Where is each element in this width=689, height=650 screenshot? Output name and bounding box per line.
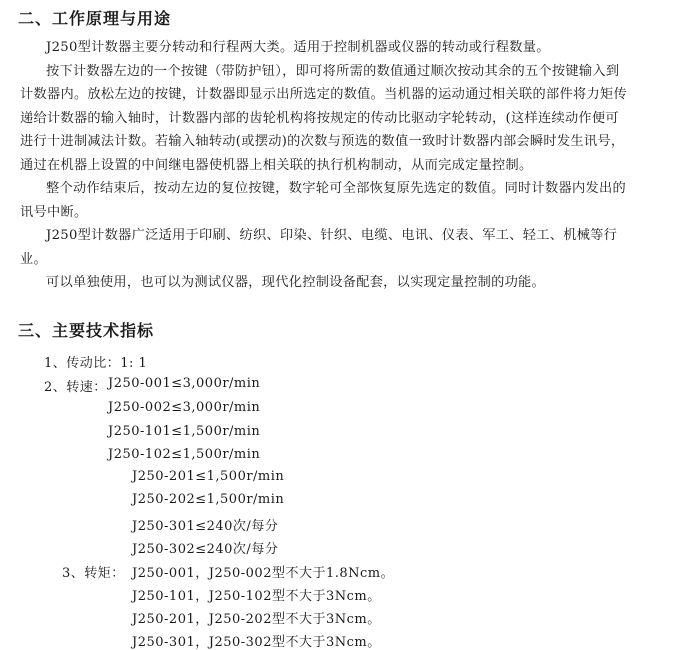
spec-speed-row: J250-302≤240次/每分 [132,542,279,557]
spec-torque-row: J250-301，J250-302型不大于3Ncm。 [132,635,381,650]
spec-speed-row: J250-201≤1,500r/min [132,469,285,484]
paragraph-applications: J250型计数器广泛适用于印刷、纺织、印染、针织、电缆、电讯、仪表、军工、轻工、机械等行业。 [20,228,618,267]
paragraph-intro: J250型计数器主要分转动和行程两大类。适用于控制机器或仪器的转动或行程数量。 [46,40,550,55]
spec-torque-row: J250-001，J250-002型不大于1.8Ncm。 [132,566,395,581]
spec-speed-row: J250-102≤1,500r/min [108,447,261,462]
paragraph-reset: 整个动作结束后，按动左边的复位按键，数字轮可全部恢复原先选定的数值。同时计数器内发出的讯号中断。 [20,181,626,220]
spec-torque-label: 3、转矩： [62,566,125,581]
spec-speed-row: J250-002≤3,000r/min [108,400,261,415]
section-3-heading: 三、主要技术指标 [18,321,155,340]
spec-speed-row: J250-202≤1,500r/min [132,492,285,507]
paragraph-operation: 按下计数器左边的一个按键（带防护钮），即可将所需的数值通过顺次按动其余的五个按键输入到计数器内。放松左边的按键，计数器即显示出所选定的数值。当机器的运动通过相关联的部件将力矩传递给计数器的输入轴时，计数器内部的齿轮机构将按规定的传动比驱动字轮转动，(这样连续动作便可进行十进制减法计数。若输入轴转动(或摆动)的次数与预选的数值一致时计数器内部会瞬时发生讯号，通过在机器上设置的中间继电器使机器上相关联的执行机构制动，从而完成定量控制。 [20,63,627,173]
spec-speed-row: J250-001≤3,000r/min [108,376,261,391]
spec-torque-row: J250-101，J250-102型不大于3Ncm。 [132,589,381,604]
spec-speed-row: J250-301≤240次/每分 [132,519,279,534]
spec-speed-row: J250-101≤1,500r/min [108,424,261,439]
section-2-body [20,36,632,295]
section-2-heading: 二、工作原理与用途 [18,9,172,28]
spec-ratio: 1、传动比：1: 1 [44,356,148,371]
paragraph-usage: 可以单独使用，也可以为测试仪器，现代化控制设备配套，以实现定量控制的功能。 [46,275,546,290]
spec-torque-row: J250-201，J250-202型不大于3Ncm。 [132,612,381,627]
spec-speed-label: 2、转速： [44,380,107,395]
